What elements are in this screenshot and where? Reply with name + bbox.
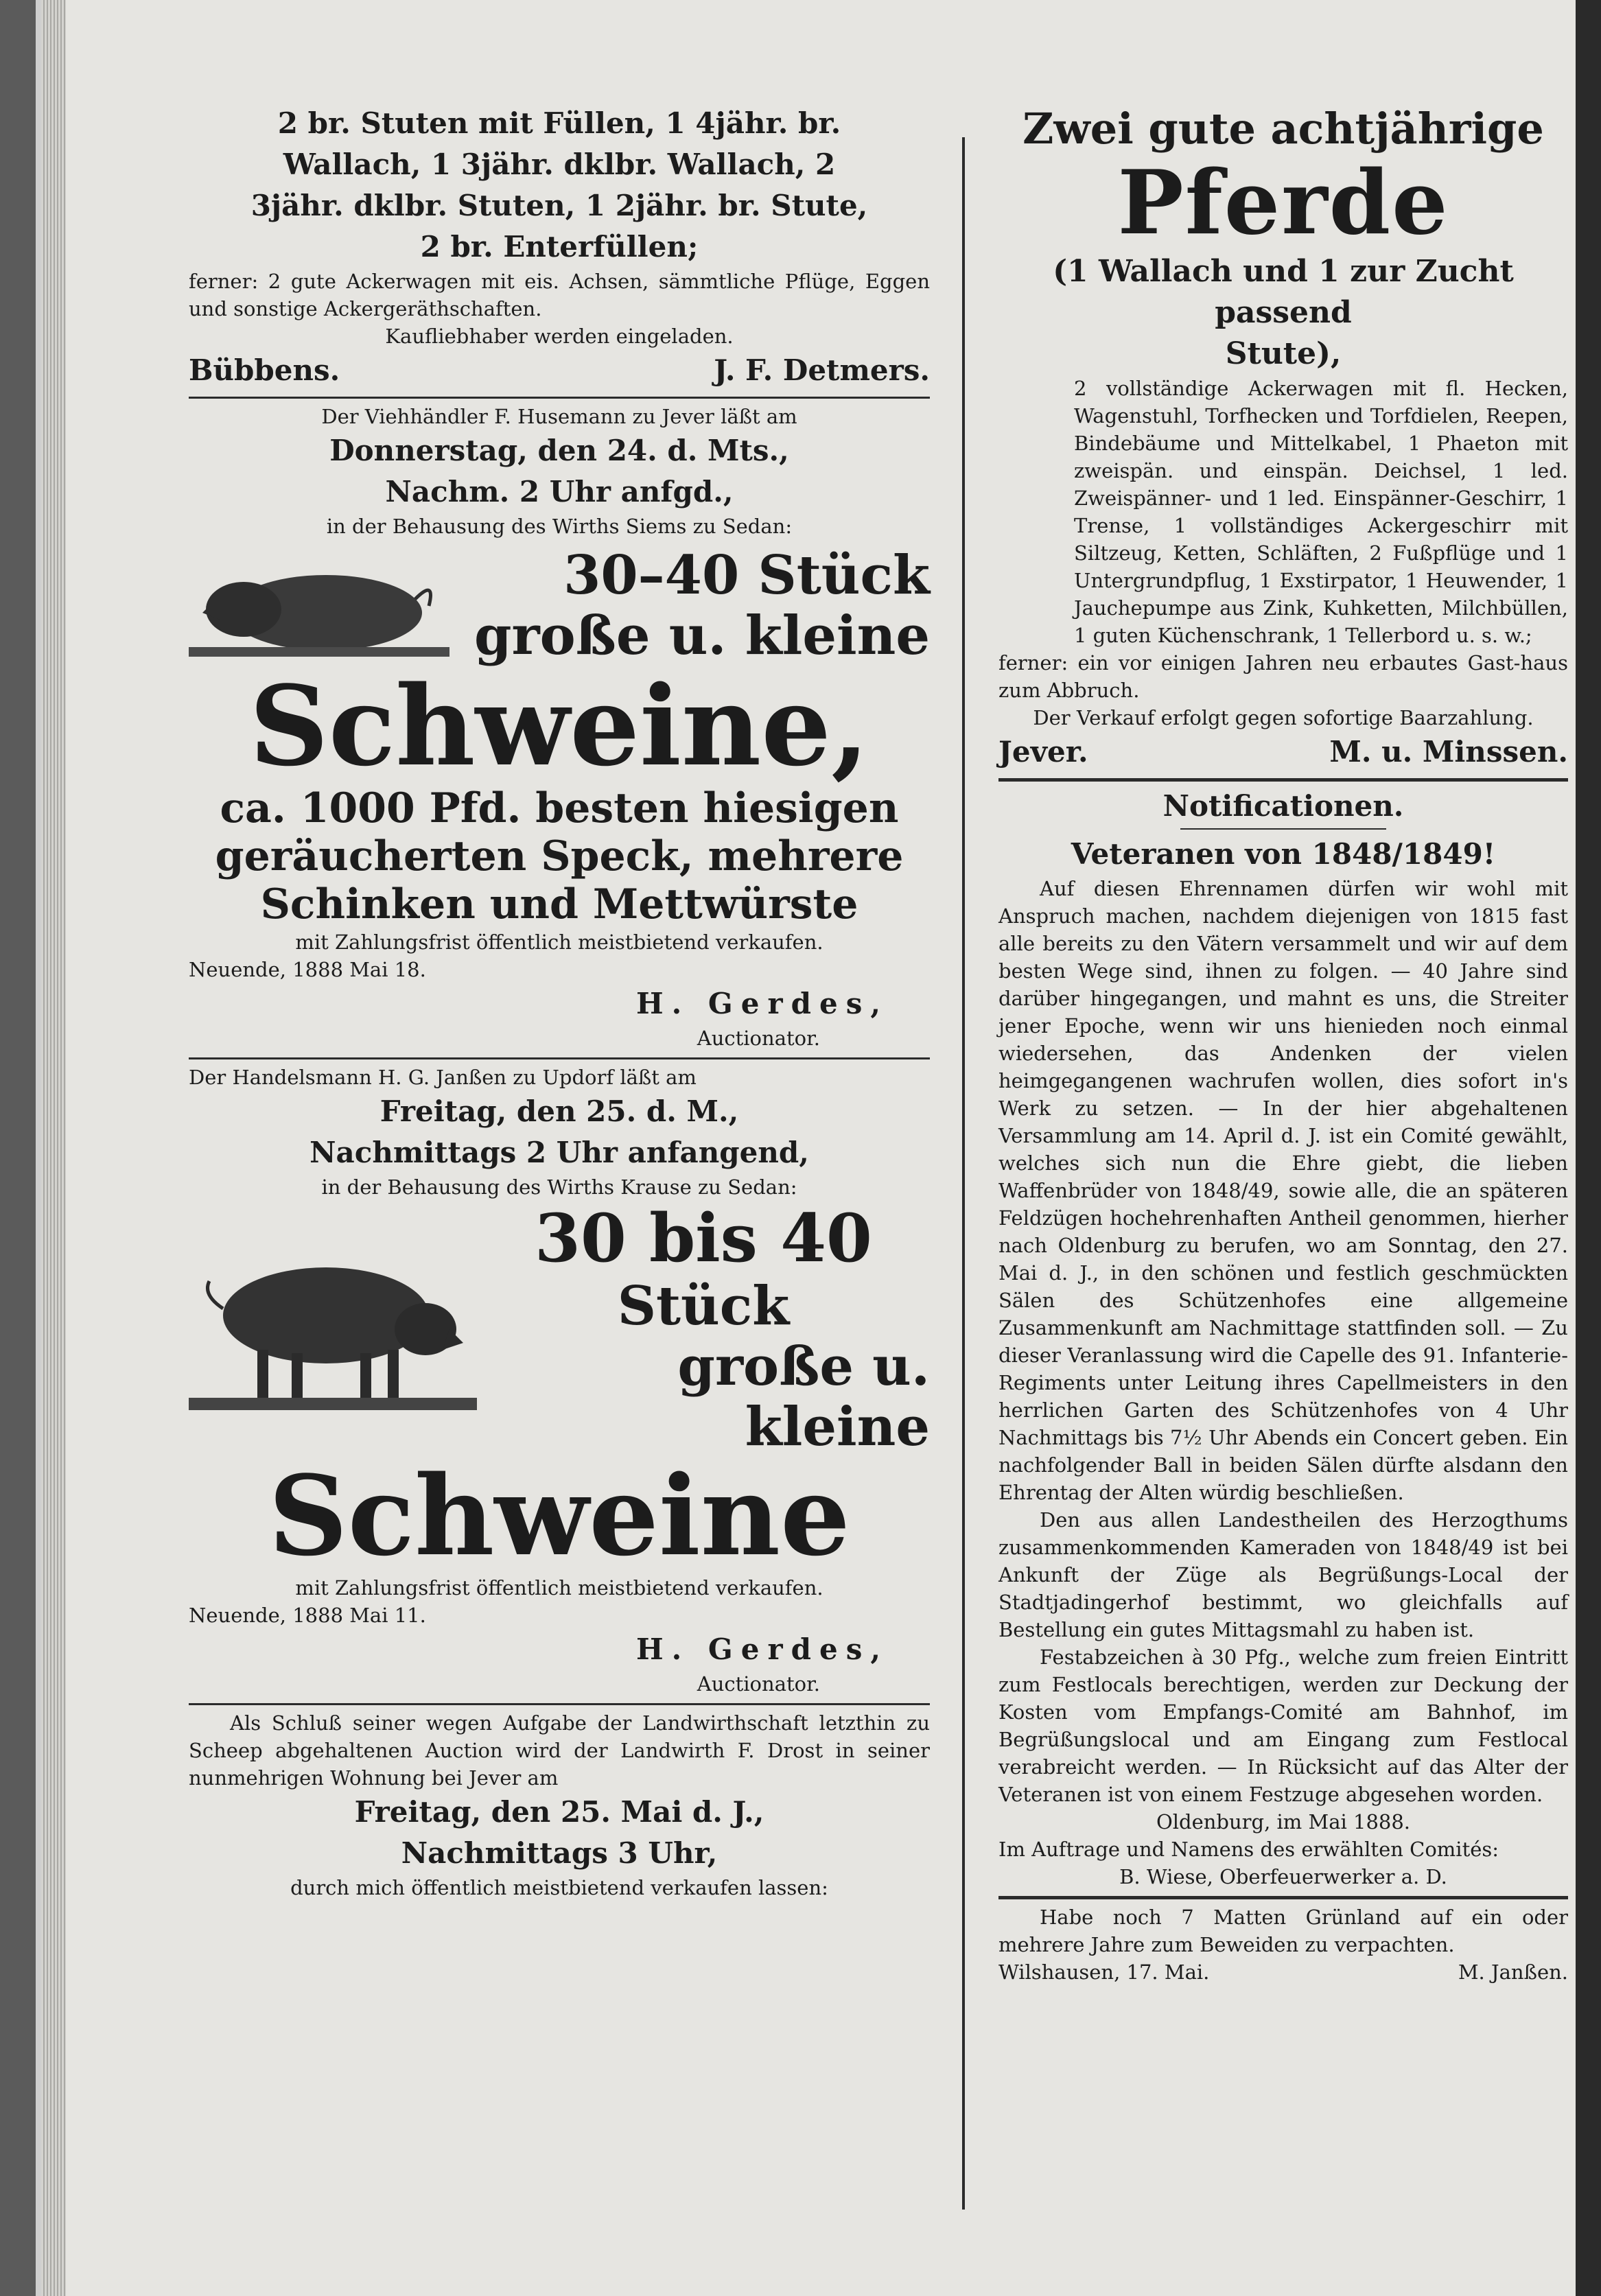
pig-headline: Schweine, [249, 661, 869, 790]
ad-signer: M. Janßen. [1458, 1960, 1568, 1984]
horse-sale-ad [189, 103, 930, 391]
separator [189, 397, 930, 399]
ad-time: Nachmittags 3 Uhr, [401, 1836, 718, 1870]
column-divider [962, 137, 965, 2210]
ad-date: Freitag, den 25. d. M., [379, 1094, 739, 1128]
pig-headline-block [189, 544, 930, 668]
section-heading: Notificationen. [1162, 789, 1404, 823]
pig-kind: große u. kleine [677, 1335, 930, 1458]
pig-count: 30 bis 40 [535, 1199, 872, 1277]
pig-unit: Stück [617, 1275, 790, 1337]
ad-intro: Der Viehhändler F. Husemann zu Jever läßt am [321, 405, 797, 428]
ad-intro: Der Handelsmann H. G. Janßen zu Updorf läßt am [189, 1066, 697, 1089]
notice-paragraph: Den aus allen Landestheilen des Herzogthums zusammenkommenden Kameraden von 1848/49 ist bei Ankunft der Züge als Begrüßungs-Local der Stadtjadingerhof bestimmt, wo gleichfalls auf Bestellung ein gutes Mittagsmahl zu haben ist. [998, 1508, 1568, 1641]
pig-illustration-lying [189, 544, 449, 668]
ad-signer: J. F. Detmers. [714, 353, 930, 387]
notice-paragraph: Festabzeichen à 30 Pfg., welche zum freien Eintritt zum Festlocals berechtigen, werden zur Deckung der Kosten vom Empfangs-Comité am Bahnhof, im Begrüßungslocal und am Eingang zum Festlocal verabreicht werden. — In Rücksicht auf das Alter der Veteranen ist von einem Festzuge abgesehen worden. [998, 1645, 1568, 1806]
ad-time: Nachm. 2 Uhr anfgd., [385, 475, 734, 508]
ad-dateline: Neuende, 1888 Mai 11. [189, 1604, 426, 1627]
ad-subtitle: Stute), [1225, 336, 1342, 371]
ad-date: Freitag, den 25. Mai d. J., [354, 1795, 764, 1829]
pig-count: 30–40 Stück [563, 544, 930, 607]
signature-row [998, 731, 1568, 773]
ad-ferner: ferner: 2 gute Ackerwagen mit eis. Achsen, sämmtliche Pflüge, Eggen und sonstige Ackergeräthschaften. [189, 270, 930, 320]
page-edge-stack [41, 0, 66, 2296]
heading-rule [1180, 828, 1386, 830]
notice-signer: B. Wiese, Oberfeuerwerker a. D. [1119, 1865, 1447, 1888]
notice-mandate: Im Auftrage und Namens des erwählten Comités: [998, 1838, 1499, 1861]
pig-kind: große u. kleine [474, 605, 930, 667]
notice-dateline: Oldenburg, im Mai 1888. [1156, 1810, 1411, 1834]
ad-place: Bübbens. [189, 353, 340, 387]
ad-title: Zwei gute achtjährige [1022, 104, 1544, 154]
ad-terms: mit Zahlungsfrist öffentlich meistbietend verkaufen. [295, 1576, 823, 1600]
pig-headline-block [189, 1201, 930, 1457]
ad-place: Jever. [998, 735, 1088, 769]
ad-payment: Der Verkauf erfolgt gegen sofortige Baarzahlung. [1033, 706, 1534, 729]
ad-invite: Kaufliebhaber werden eingeladen. [385, 325, 734, 348]
separator [998, 778, 1568, 782]
ad-time: Nachmittags 2 Uhr anfangend, [309, 1136, 809, 1169]
ad-line: Wallach, 1 3jähr. dklbr. Wallach, 2 [283, 148, 836, 181]
ad-date: Donnerstag, den 24. d. Mts., [329, 434, 789, 467]
ad-subtitle: (1 Wallach und 1 zur Zucht passend [1053, 254, 1514, 330]
farm-auction-ad [189, 1709, 930, 1901]
extra-line: geräucherten Speck, mehrere [215, 832, 904, 880]
pig-illustration-standing [189, 1233, 477, 1425]
ad-signer: H. Gerdes, [635, 987, 889, 1020]
extra-line: Schinken und Mettwürste [260, 880, 858, 928]
ad-text: Als Schluß seiner wegen Aufgabe der Landwirthschaft letzthin zu Scheep abgehaltenen Auction wird der Landwirth F. Drost in seiner nunmehrigen Wohnung bei Jever am [189, 1711, 930, 1790]
notifications-section [998, 786, 1568, 1890]
horses-ad [998, 103, 1568, 773]
ad-where: in der Behausung des Wirths Siems zu Sedan: [326, 515, 793, 538]
notice-title: Veteranen von 1848/1849! [1071, 837, 1496, 871]
left-column [189, 103, 930, 1901]
facing-page-edge [1576, 0, 1601, 2296]
ad-role: Auctionator. [697, 1672, 820, 1696]
extra-line: ca. 1000 Pfd. besten hiesigen [220, 784, 899, 832]
ad-ferner: ferner: ein vor einigen Jahren neu erbautes Gast-haus zum Abbruch. [998, 651, 1568, 702]
separator [189, 1057, 930, 1059]
ad-line: 2 br. Enterfüllen; [420, 230, 699, 263]
ad-terms: mit Zahlungsfrist öffentlich meistbietend verkaufen. [295, 930, 823, 954]
signature-row [189, 350, 930, 391]
ad-line: 2 br. Stuten mit Füllen, 1 4jähr. br. [277, 106, 841, 140]
ad-body: 2 vollständige Ackerwagen mit fl. Hecken, Wagenstuhl, Torfhecken und Torfdielen, Reepen, Bindebäume und Mittelkabel, 1 Phaeton mit zweispän. und einspän. Deichsel, 1 led. Zweispänner- und 1 led. Einspänner-Geschirr, 1 Trense, 1 vollständiges Ackergeschirr mit Siltzeug, Ketten, Schläften, 2 Fußpflüge und 1 Untergrundpflug, 1 Exstirpator, 1 Heuwender, 1 Jauchepumpe aus Zink, Kuhketten, Milchbüllen, 1 guten Küchenschrank, 1 Tellerbord u. s. w.; [1074, 377, 1568, 647]
pig-headline: Schweine [268, 1451, 850, 1580]
pig-count-text [449, 546, 930, 666]
ad-dateline: Neuende, 1888 Mai 18. [189, 958, 426, 981]
ad-title-big: Pferde [1117, 152, 1449, 255]
separator [189, 1703, 930, 1705]
ad-text: Habe noch 7 Matten Grünland auf ein oder mehrere Jahre zum Beweiden zu verpachten. [998, 1906, 1568, 1956]
signature-row [998, 1958, 1568, 1986]
separator [998, 1896, 1568, 1899]
pig-sale-ad-1 [189, 403, 930, 1052]
ad-line: 3jähr. dklbr. Stuten, 1 2jähr. br. Stute, [250, 189, 868, 222]
ad-signer: H. Gerdes, [635, 1632, 889, 1666]
ad-place: Wilshausen, 17. Mai. [998, 1960, 1210, 1984]
pig-sale-ad-2 [189, 1064, 930, 1698]
ad-where: in der Behausung des Wirths Krause zu Sedan: [321, 1175, 797, 1199]
pig-count-text [477, 1201, 930, 1457]
ad-signer: M. u. Minssen. [1329, 735, 1568, 769]
notice-paragraph: Auf diesen Ehrennamen dürfen wir wohl mit Anspruch machen, nachdem diejenigen von 1815 fast alle bereits zu den Vätern versammelt und wir auf dem besten Wege sind, ihnen zu folgen. — 40 Jahre sind darüber hingegangen, und mahnt es uns, die Streiter jener Epoche, wenn wir uns hienieden noch einmal wiedersehen, das Andenken der vielen heimgegangenen wachrufen wollen, dies sofort in's Werk zu setzen. — In der hier abgehaltenen Versammlung am 14. April d. J. ist ein Comité gewählt, welches sich nun die Ehre giebt, die lieben Waffenbrüder von 1848/49, sowie alle, die an späteren Feldzügen hochehrenhaften Antheil genommen, hierher nach Oldenburg zu berufen, wo am Sonntag, den 27. Mai d. J., in den schönen und festlich geschmückten Sälen des Schützenhofes eine allgemeine Zusammenkunft am Nachmittage stattfinden soll. — Zu dieser Veranlassung wird die Capelle des 91. Infanterie-Regiments unter Leitung ihres Capellmeisters in den herrlichen Garten des Schützenhofes von 4 Uhr Nachmittags bis 7½ Uhr Abends ein Concert geben. Ein nachfolgender Ball in beiden Sälen dürfte alsdann den Ehrentag der Alten würdig beschließen. [998, 877, 1568, 1504]
right-column [998, 103, 1568, 1986]
ad-closing: durch mich öffentlich meistbietend verkaufen lassen: [290, 1876, 828, 1899]
grassland-ad [998, 1903, 1568, 1986]
ad-role: Auctionator. [697, 1027, 820, 1050]
